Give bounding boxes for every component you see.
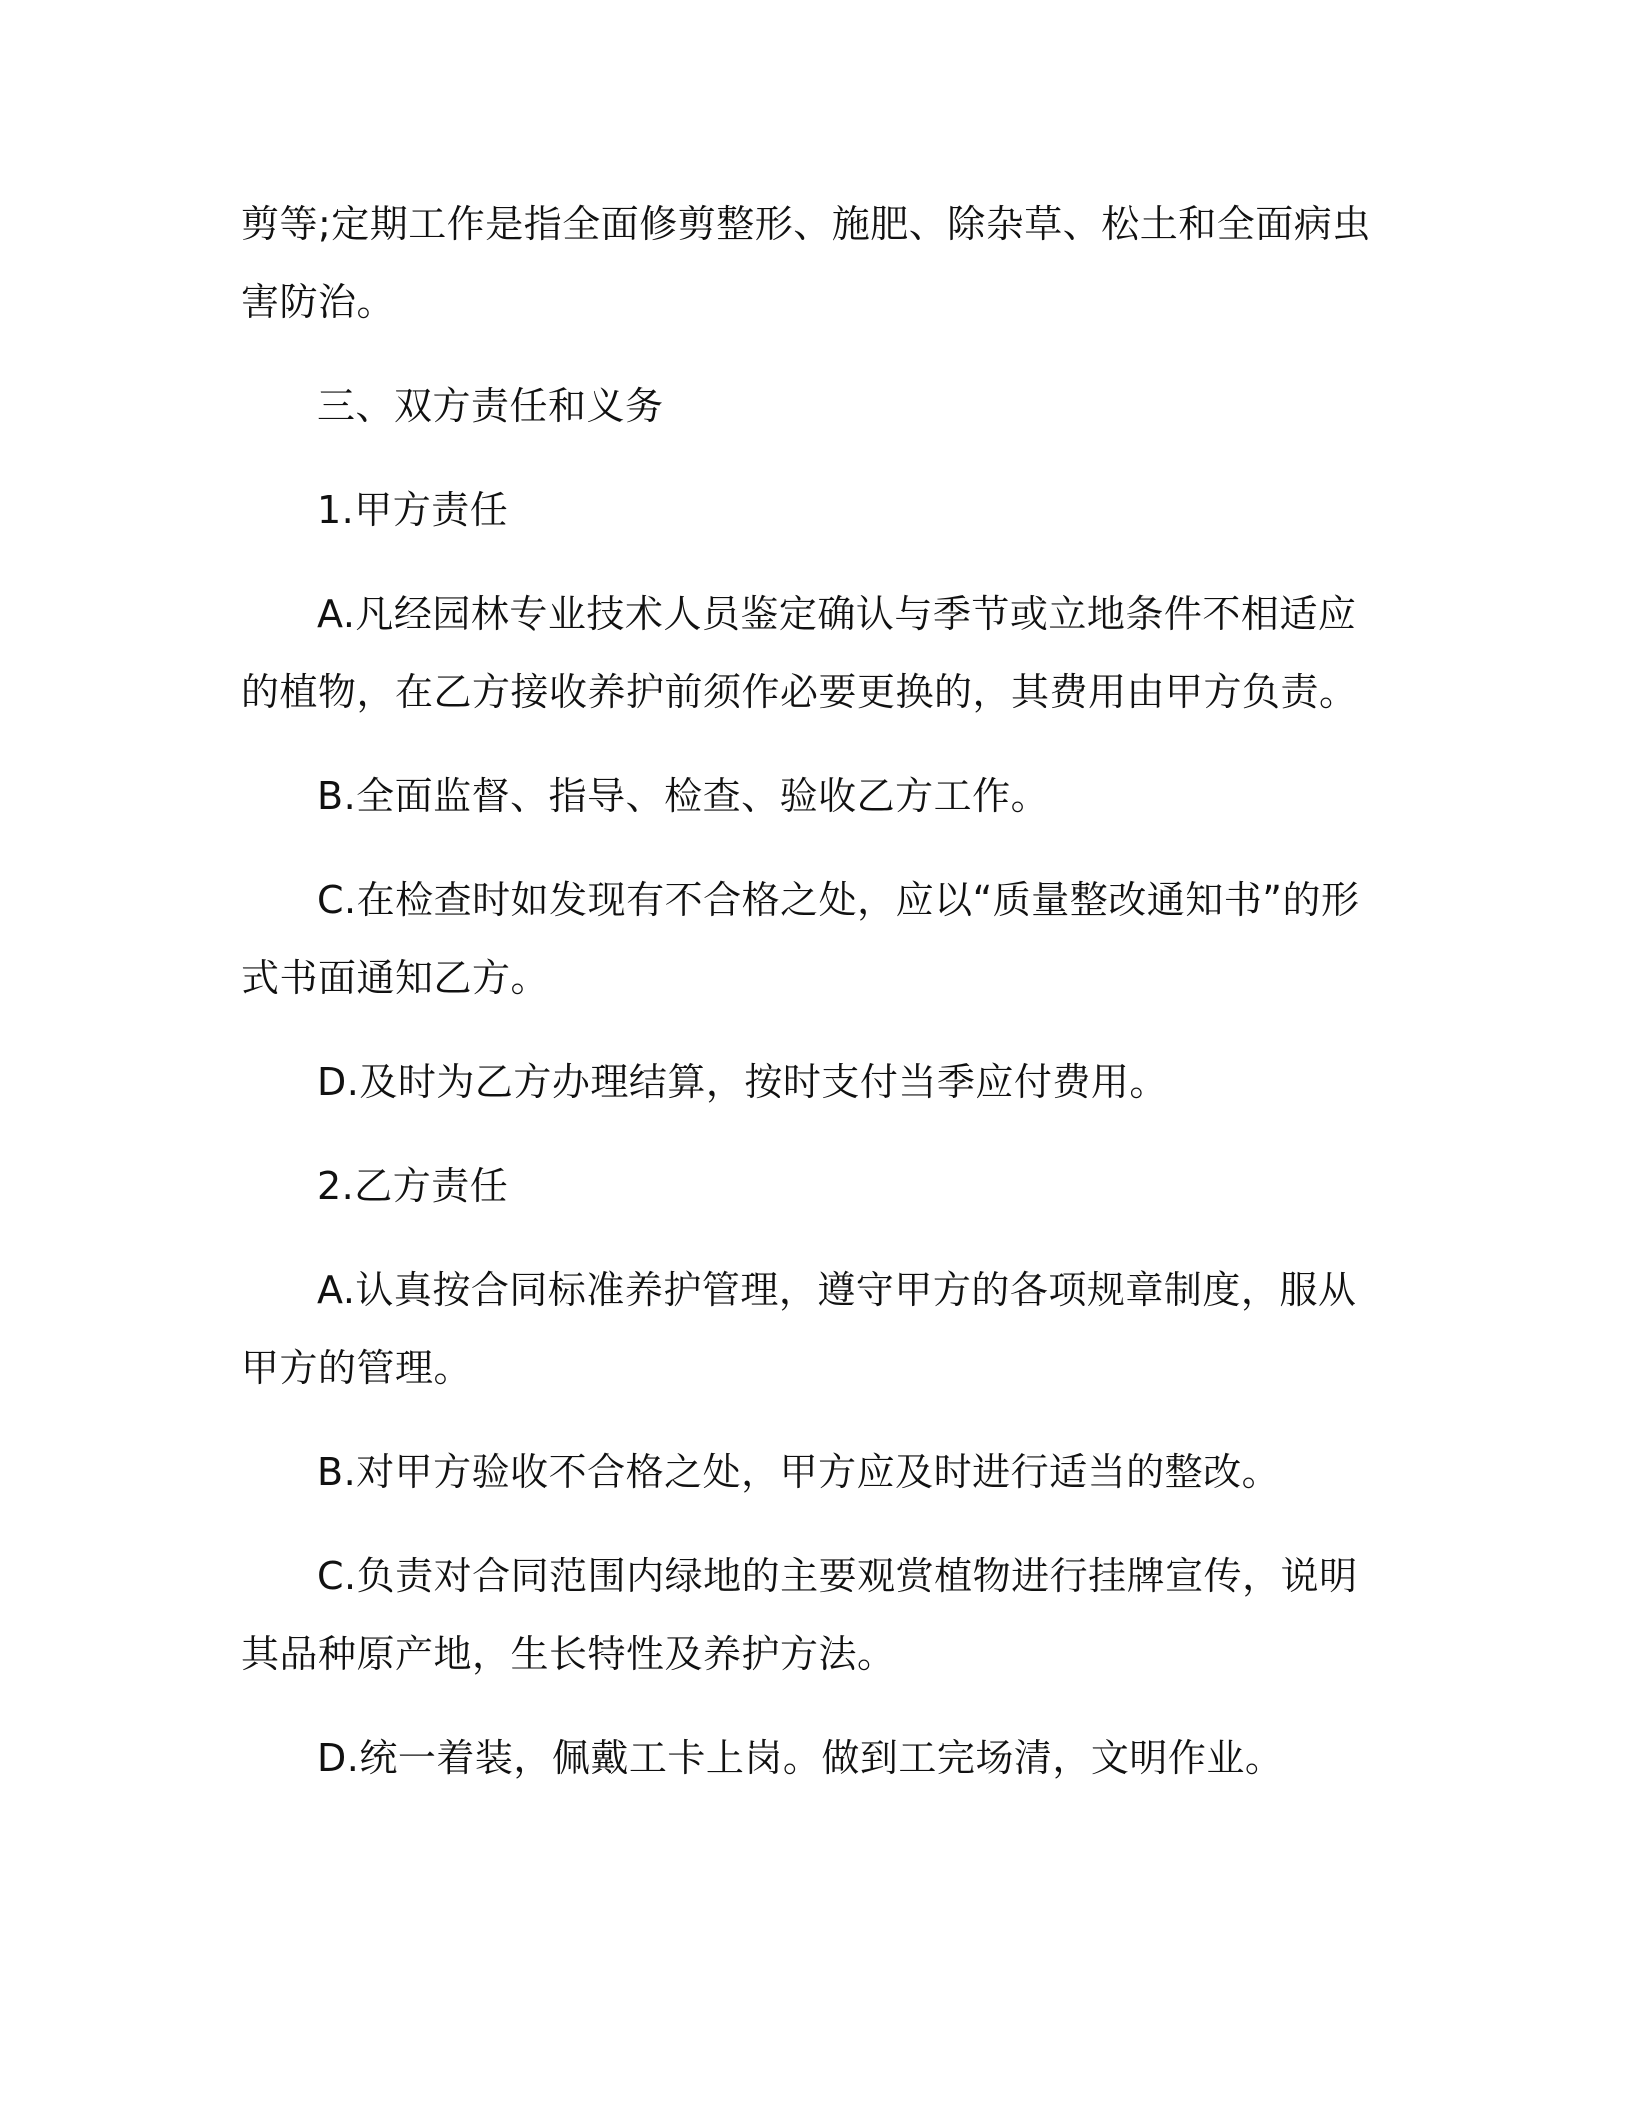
paragraph-party-a-item-c: C.在检查时如发现有不合格之处，应以“质量整改通知书”的形式书面通知乙方。 [241,878,1360,1000]
paragraph-party-b-item-a: A.认真按合同标准养护管理，遵守甲方的各项规章制度，服从甲方的管理。 [241,1268,1357,1390]
paragraph-party-a-item-a: A.凡经园林专业技术人员鉴定确认与季节或立地条件不相适应的植物，在乙方接收养护前须作必要更换的，其费用由甲方负责。 [241,592,1358,714]
paragraph-party-b-item-d: D.统一着装，佩戴工卡上岗。做到工完场清，文明作业。 [317,1736,1284,1780]
paragraph-party-b-item-c: C.负责对合同范围内绿地的主要观赏植物进行挂牌宣传，说明其品种原产地，生长特性及养护方法。 [241,1554,1358,1676]
subsection-heading-party-a: 1.甲方责任 [317,488,509,532]
paragraph-party-b-item-b: B.对甲方验收不合格之处，甲方应及时进行适当的整改。 [317,1450,1281,1494]
paragraph-party-a-item-b: B.全面监督、指导、检查、验收乙方工作。 [317,774,1050,818]
document-page [241,185,1371,1797]
section-heading-responsibilities: 三、双方责任和义务 [317,384,664,428]
paragraph-maintenance-definition: 剪等;定期工作是指全面修剪整形、施肥、除杂草、松土和全面病虫害防治。 [241,202,1371,324]
subsection-heading-party-b: 2.乙方责任 [317,1164,509,1208]
paragraph-party-a-item-d: D.及时为乙方办理结算，按时支付当季应付费用。 [317,1060,1168,1104]
